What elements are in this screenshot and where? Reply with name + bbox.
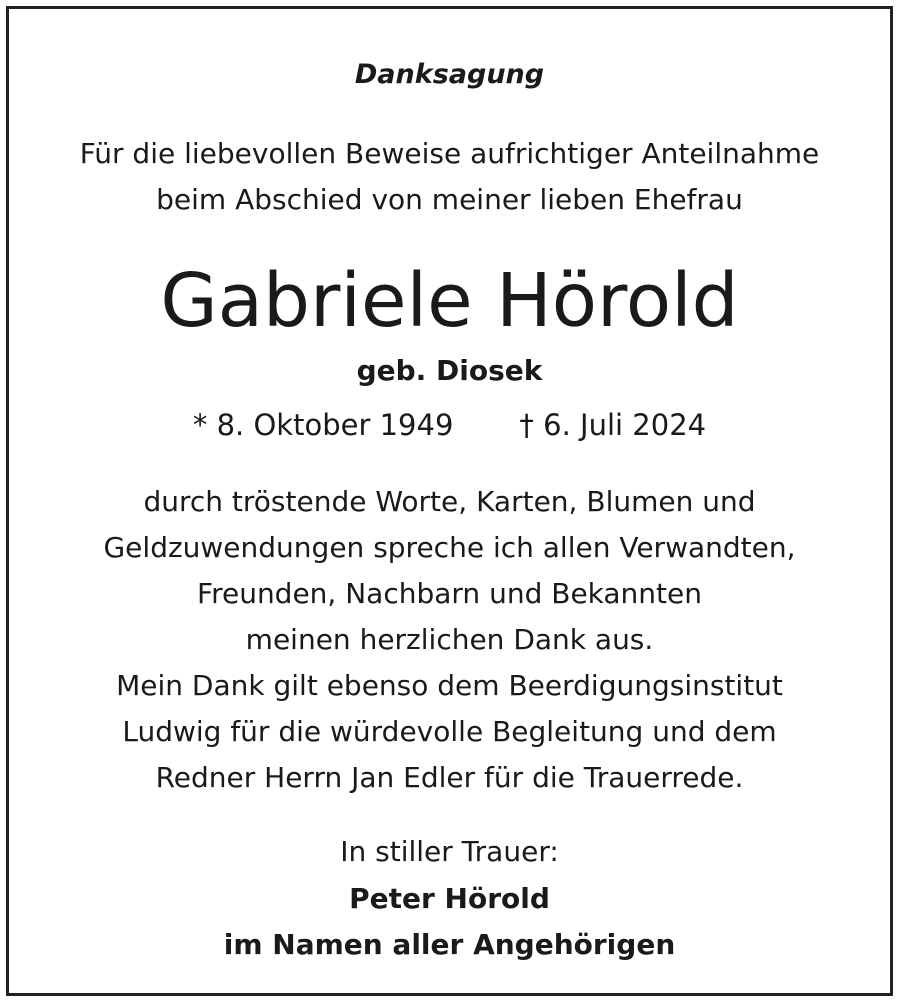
body-line: durch tröstende Worte, Karten, Blumen und	[143, 485, 756, 518]
signer-subtitle: im Namen aller Angehörigen	[223, 928, 676, 961]
notice-frame	[6, 6, 893, 996]
body-line: Ludwig für die würdevolle Begleitung und dem	[122, 715, 777, 748]
body-line: Geldzuwendungen spreche ich allen Verwandten,	[103, 531, 796, 564]
deceased-name: Gabriele Hörold	[160, 258, 739, 344]
body-line: Mein Dank gilt ebenso dem Beerdigungsinstitut	[116, 669, 783, 702]
birth-date: * 8. Oktober 1949	[192, 408, 454, 442]
signer-name: Peter Hörold	[349, 882, 550, 915]
closing-line: In stiller Trauer:	[340, 835, 559, 868]
body-line: meinen herzlichen Dank aus.	[245, 623, 654, 656]
body-line: Redner Herrn Jan Edler für die Trauerrede.	[155, 761, 744, 794]
intro-line-2: beim Abschied von meiner lieben Ehefrau	[156, 183, 743, 216]
maiden-name: geb. Diosek	[356, 354, 543, 387]
life-dates	[9, 408, 890, 443]
notice-title: Danksagung	[354, 59, 545, 90]
intro-line-1: Für die liebevollen Beweise aufrichtiger Anteilnahme	[79, 137, 820, 170]
body-line: Freunden, Nachbarn und Bekannten	[197, 577, 702, 610]
death-date: † 6. Juli 2024	[519, 408, 707, 442]
